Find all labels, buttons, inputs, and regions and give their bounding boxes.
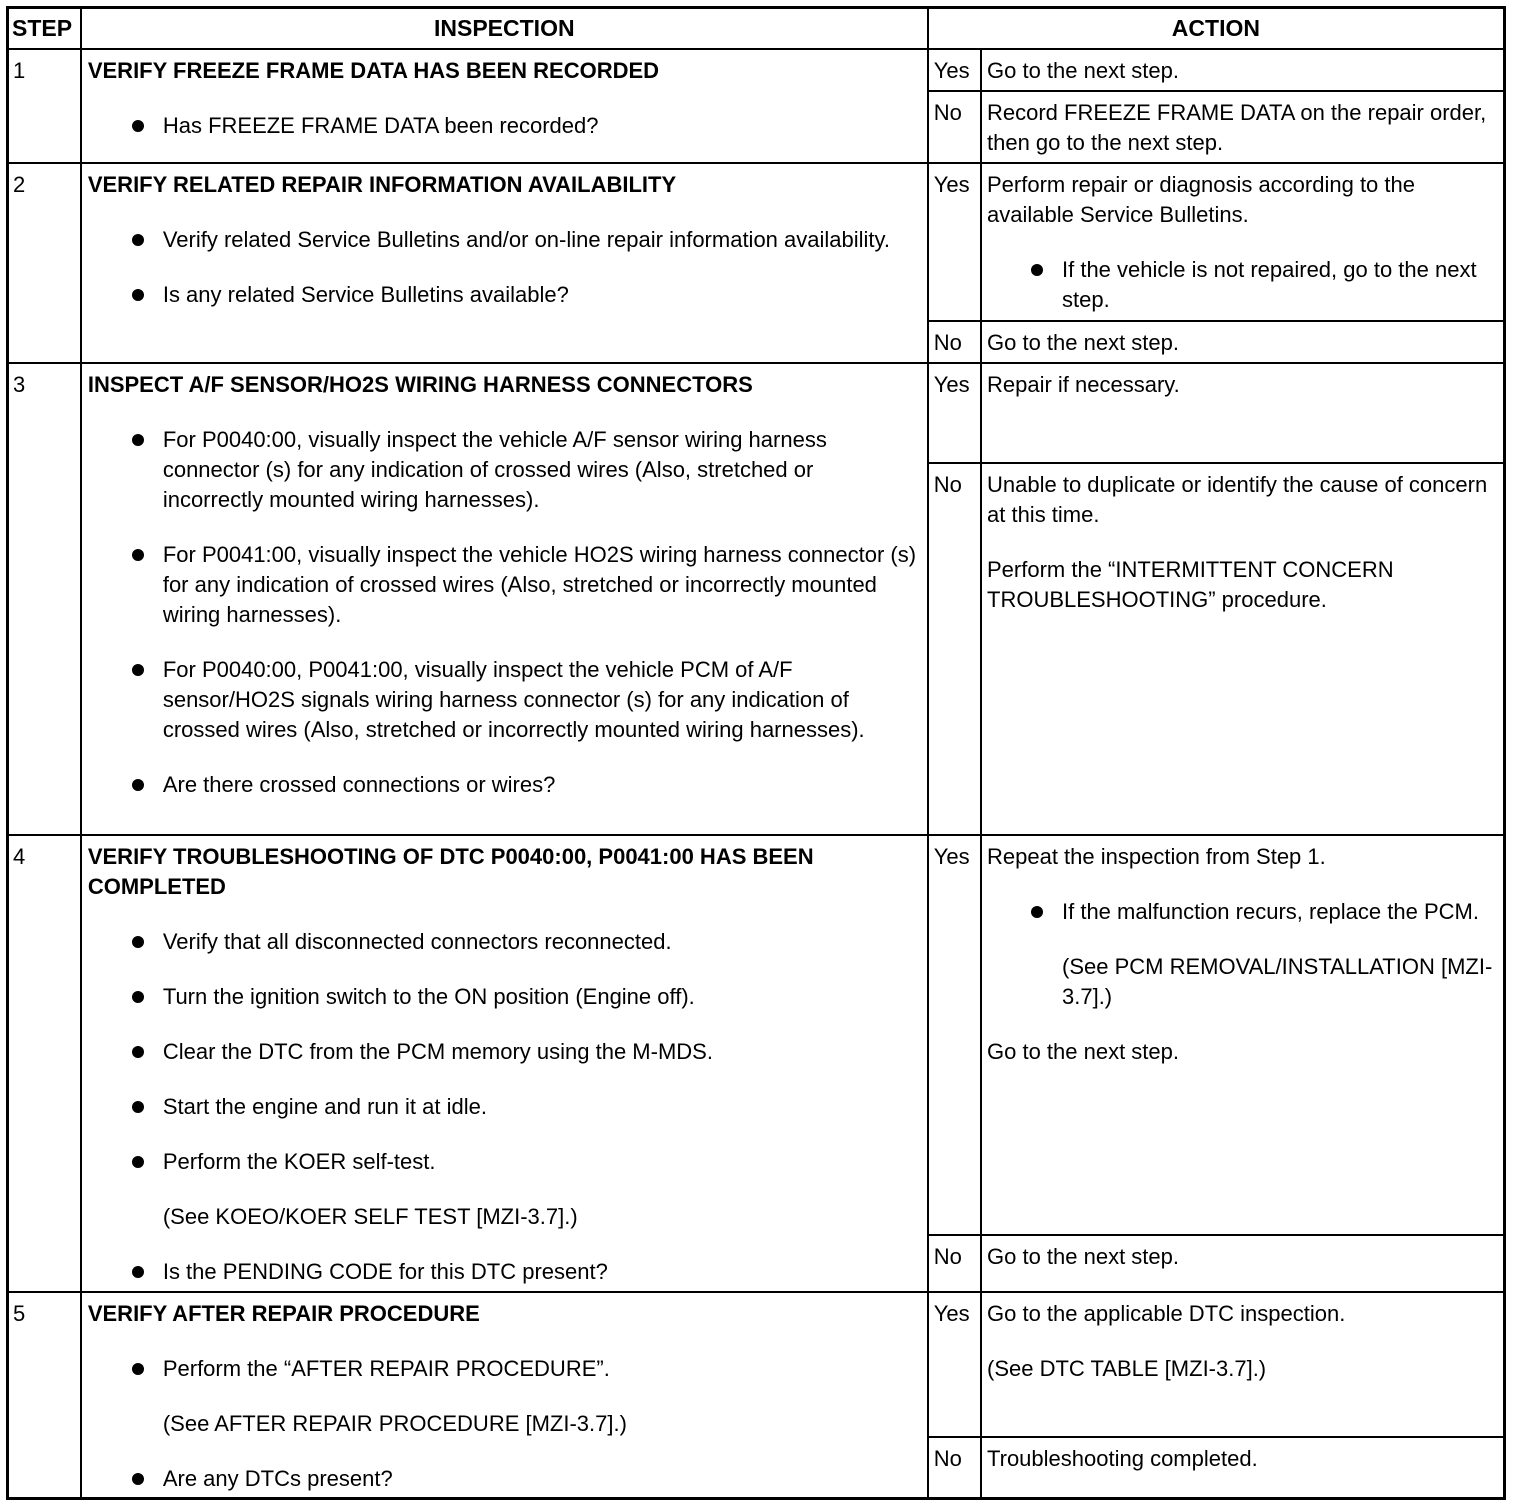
no-action [981,91,1505,163]
inspection-bullet: Are there crossed connections or wires? [88,770,917,800]
inspection-bullet: Perform the KOER self-test. [88,1147,917,1177]
no-label: No [928,1437,981,1499]
no-action [981,1437,1505,1499]
step-1-yes-row [8,49,1505,91]
action-text: Go to the applicable DTC inspection. [987,1300,1346,1326]
step-2-inspection [81,163,928,363]
no-action [981,463,1505,835]
no-label: No [928,1235,981,1292]
inspection-bullet: Is any related Service Bulletins available? [88,280,917,310]
step-title: VERIFY TROUBLESHOOTING OF DTC P0040:00, P0041:00 HAS BEEN COMPLETED [87,843,814,899]
step-2-yes-row [8,163,1505,321]
step-number: 1 [8,49,81,163]
yes-action [981,1292,1505,1437]
step-5-inspection [81,1292,928,1499]
inspection-bullet: Start the engine and run it at idle. [88,1092,917,1122]
yes-action [981,163,1505,321]
inspection-note: (See AFTER REPAIR PROCEDURE [MZI-3.7].) [162,1410,627,1436]
inspection-bullet: Are any DTCs present? [88,1464,917,1494]
inspection-bullet: For P0041:00, visually inspect the vehicle HO2S wiring harness connector (s) for any indication of crossed wires (Also, stretched or incorrectly mounted wiring harnesses). [88,540,917,630]
step-4-inspection [81,835,928,1292]
yes-label: Yes [928,1292,981,1437]
step-title: INSPECT A/F SENSOR/HO2S WIRING HARNESS CONNECTORS [87,371,753,397]
inspection-bullet: Turn the ignition switch to the ON position (Engine off). [88,982,917,1012]
step-5-yes-row [8,1292,1505,1437]
action-text: Perform repair or diagnosis according to the available Service Bulletins. [987,171,1415,227]
action-text: Go to the next step. [987,1243,1180,1269]
header-inspection: INSPECTION [81,8,928,49]
yes-action [981,49,1505,91]
step-number: 3 [8,363,81,835]
step-title: VERIFY FREEZE FRAME DATA HAS BEEN RECORDED [87,57,660,83]
inspection-bullet: Verify that all disconnected connectors reconnected. [88,927,917,957]
inspection-bullet: For P0040:00, visually inspect the vehicle A/F sensor wiring harness connector (s) for any indication of crossed wires (Also, stretched or incorrectly mounted wiring harnesses). [88,425,917,515]
inspection-bullet: For P0040:00, P0041:00, visually inspect the vehicle PCM of A/F sensor/HO2S signals wiring harness connector (s) for any indication of crossed wires (Also, stretched or incorrectly mounted wiring harnesses). [88,655,917,745]
yes-label: Yes [928,163,981,321]
no-action [981,321,1505,363]
step-3-yes-row [8,363,1505,463]
action-text: Repeat the inspection from Step 1. [987,843,1326,869]
action-text: (See DTC TABLE [MZI-3.7].) [987,1355,1267,1381]
action-text: Record FREEZE FRAME DATA on the repair order, then go to the next step. [987,99,1487,155]
action-bullet: If the vehicle is not repaired, go to the next step. [987,255,1495,315]
yes-action [981,363,1505,463]
action-text: Troubleshooting completed. [987,1445,1258,1471]
action-text: Repair if necessary. [987,371,1180,397]
action-note: (See PCM REMOVAL/INSTALLATION [MZI-3.7].) [1062,953,1493,1009]
action-text: Go to the next step. [987,1038,1180,1064]
step-title: VERIFY RELATED REPAIR INFORMATION AVAILABILITY [87,171,677,197]
inspection-bullet: Has FREEZE FRAME DATA been recorded? [88,111,917,141]
inspection-table [6,6,1506,1500]
inspection-bullet: Verify related Service Bulletins and/or on-line repair information availability. [88,225,917,255]
inspection-bullet: Clear the DTC from the PCM memory using the M-MDS. [88,1037,917,1067]
no-label: No [928,463,981,835]
inspection-bullet: Perform the “AFTER REPAIR PROCEDURE”. [88,1354,917,1384]
action-bullet: If the malfunction recurs, replace the PCM. [987,897,1495,927]
step-number: 5 [8,1292,81,1499]
header-row [8,8,1505,49]
action-text: Go to the next step. [987,57,1180,83]
step-3-inspection [81,363,928,835]
yes-label: Yes [928,363,981,463]
step-1-inspection [81,49,928,163]
header-action: ACTION [928,8,1505,49]
inspection-note: (See KOEO/KOER SELF TEST [MZI-3.7].) [162,1203,578,1229]
no-action [981,1235,1505,1292]
inspection-bullet: Is the PENDING CODE for this DTC present? [88,1257,917,1287]
action-text: Unable to duplicate or identify the cause of concern at this time. [987,471,1488,527]
yes-label: Yes [928,49,981,91]
no-label: No [928,321,981,363]
step-number: 2 [8,163,81,363]
action-text: Perform the “INTERMITTENT CONCERN TROUBLESHOOTING” procedure. [987,556,1394,612]
step-4-yes-row [8,835,1505,1235]
yes-label: Yes [928,835,981,1235]
step-title: VERIFY AFTER REPAIR PROCEDURE [87,1300,480,1326]
yes-action [981,835,1505,1235]
step-number: 4 [8,835,81,1292]
header-step: STEP [8,8,81,49]
no-label: No [928,91,981,163]
action-text: Go to the next step. [987,329,1180,355]
